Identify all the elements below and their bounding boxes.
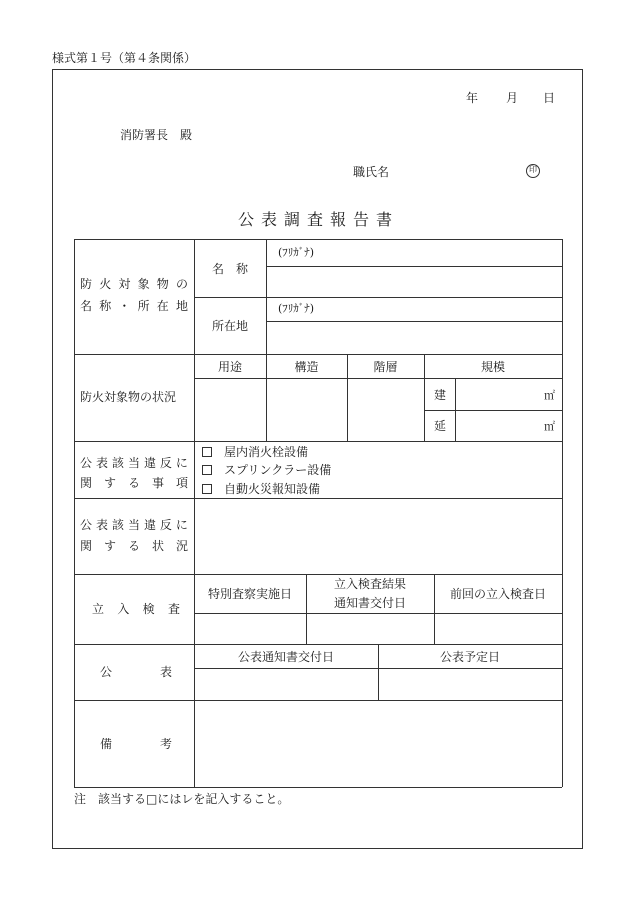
col-result-notice-2: 通知書交付日: [333, 596, 406, 610]
page-title: 公表調査報告書: [238, 210, 400, 229]
address-furigana: (ﾌﾘｶﾞﾅ): [278, 302, 315, 315]
label-char: 防: [80, 277, 93, 291]
label-char: 物: [156, 277, 169, 291]
label-char: 公: [100, 665, 113, 679]
label-char: 火: [99, 277, 112, 291]
label-name-location-1: [80, 278, 188, 290]
label-char: 考: [159, 737, 172, 751]
label-char: 名: [80, 299, 93, 313]
date-month: 月: [506, 91, 519, 105]
col-usage: 用途: [217, 360, 242, 374]
label-char: 状: [151, 539, 164, 553]
label-char: 違: [143, 456, 156, 470]
label-char: 表: [95, 518, 108, 532]
col-publication-date: 公表予定日: [439, 650, 500, 664]
label-char: 違: [143, 518, 156, 532]
label-char: る: [127, 476, 140, 490]
checkbox-item-alarm[interactable]: [202, 483, 320, 495]
label-char: 所: [137, 299, 150, 313]
label-char: 備: [100, 737, 113, 751]
label-char: 項: [175, 476, 188, 490]
label-char: 当: [127, 456, 140, 470]
label-char: る: [127, 539, 140, 553]
label-char: 公: [80, 456, 93, 470]
label-char: 表: [95, 456, 108, 470]
label-char: 在: [156, 299, 169, 313]
date-year: 年: [466, 91, 479, 105]
form-code: 様式第１号（第４条関係）: [52, 51, 197, 65]
label-name-location-2: [80, 300, 188, 312]
table-border-right: [562, 239, 563, 787]
col-scale: 規模: [480, 360, 505, 374]
label-char: 公: [80, 518, 93, 532]
row-divider: [194, 378, 562, 379]
row-divider: [74, 441, 562, 442]
label-char: 検: [142, 602, 155, 616]
label-char: ・: [118, 299, 131, 313]
official-label: 職氏名: [353, 165, 390, 179]
label-char: 該: [111, 518, 124, 532]
violation-status-field[interactable]: [195, 499, 561, 573]
label-char: の: [175, 277, 188, 291]
building-area-label: 建: [434, 388, 447, 402]
building-area-unit: ㎡: [544, 389, 555, 402]
label-char: 対: [118, 277, 131, 291]
checkbox-item-sprinkler[interactable]: [202, 464, 331, 476]
checkbox-icon[interactable]: [202, 465, 212, 475]
table-border-top: [74, 239, 562, 240]
address-field[interactable]: [267, 322, 561, 353]
label-char: 事: [151, 476, 164, 490]
item-label: スプリンクラー設備: [224, 463, 332, 477]
item-label: 自動火災報知設備: [224, 482, 321, 496]
label-char: 象: [137, 277, 150, 291]
label-char: 関: [80, 476, 93, 490]
col-previous-inspection: 前回の立入検査日: [449, 587, 546, 601]
checkbox-item-hydrant[interactable]: [202, 446, 308, 458]
label-remarks: [100, 738, 172, 750]
label-violation-items-1: [80, 457, 188, 469]
name-field[interactable]: [267, 267, 561, 296]
address-label: 所在地: [212, 319, 249, 333]
seal-text: 印: [529, 165, 537, 174]
label-violation-items-2: [80, 477, 188, 489]
checkbox-icon[interactable]: [202, 447, 212, 457]
label-char: 称: [99, 299, 112, 313]
label-char: 関: [80, 539, 93, 553]
table-border-left: [74, 239, 75, 787]
date-day: 日: [543, 91, 556, 105]
label-char: 況: [175, 539, 188, 553]
row-divider: [194, 297, 562, 298]
total-area-label: 延: [434, 419, 447, 433]
checkbox-icon[interactable]: [202, 484, 212, 494]
label-char: す: [103, 539, 116, 553]
label-violation-status-2: [80, 540, 188, 552]
label-char: 該: [111, 456, 124, 470]
label-inspection: [92, 603, 180, 615]
col-result-notice-1: 立入検査結果: [333, 577, 406, 591]
item-label: 屋内消火栓設備: [224, 445, 309, 459]
label-char: に: [175, 456, 188, 470]
label-char: 地: [175, 299, 188, 313]
row-divider: [74, 354, 562, 355]
label-violation-status-1: [80, 519, 188, 531]
total-area-unit: ㎡: [544, 420, 555, 433]
row-divider: [74, 574, 562, 575]
column-divider: [434, 574, 435, 644]
label-char: に: [175, 518, 188, 532]
table-border-bottom: [74, 787, 562, 788]
label-char: 表: [159, 665, 172, 679]
col-floors: 階層: [373, 360, 398, 374]
label-char: 査: [167, 602, 180, 616]
label-char: 反: [159, 518, 172, 532]
col-publication-notice: 公表通知書交付日: [237, 650, 334, 664]
row-divider: [74, 644, 562, 645]
col-special-inspection: 特別査察実施日: [207, 587, 292, 601]
row-divider: [424, 410, 562, 411]
label-char: す: [103, 476, 116, 490]
label-char: 入: [117, 602, 130, 616]
label-char: 立: [92, 602, 105, 616]
name-furigana: (ﾌﾘｶﾞﾅ): [278, 246, 315, 259]
name-label: 名称: [212, 262, 261, 276]
col-structure: 構造: [294, 360, 319, 374]
remarks-field[interactable]: [195, 701, 561, 786]
row-divider: [194, 613, 562, 614]
label-char: 当: [127, 518, 140, 532]
label-status: 防火対象物の状況: [80, 390, 177, 404]
label-char: 反: [159, 456, 172, 470]
label-publication: [100, 666, 172, 678]
addressee: 消防署長 殿: [120, 128, 193, 142]
footnote: 注 該当する□にはレを記入すること。: [74, 792, 290, 806]
